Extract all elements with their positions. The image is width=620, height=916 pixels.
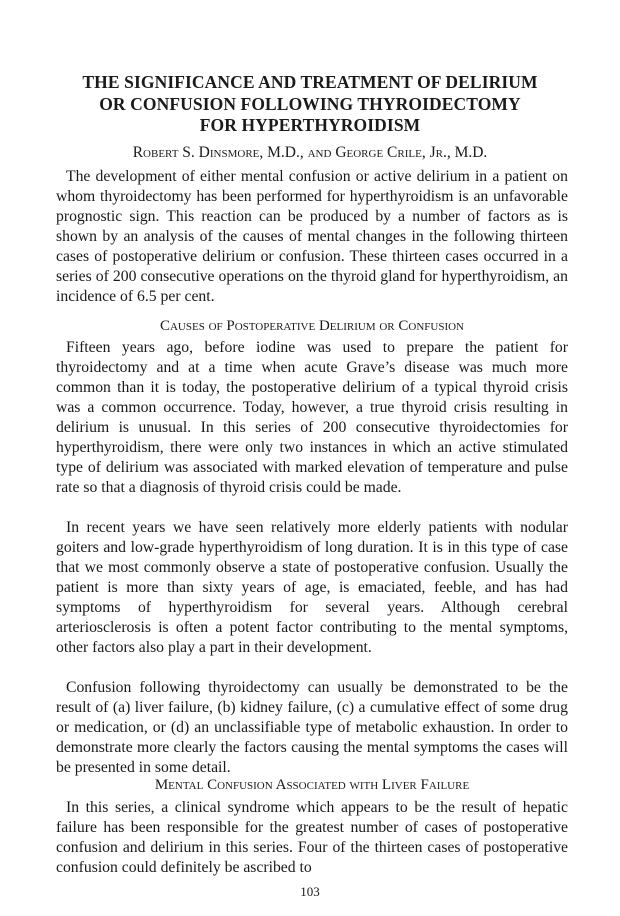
title-line-2: OR CONFUSION FOLLOWING THYROIDECTOMY <box>99 93 521 114</box>
section-heading-causes: Causes of Postoperative Delirium or Confusion <box>159 318 465 334</box>
paragraph-elderly-patients: In recent years we have seen relatively more elderly patients with nodular goiters and low-grade hyperthyroidism of long duration. It is in this type of case that we most commonly observe a state of postoperative confusion. Usually the patient is more than sixty years of age, is emaciated, feeble, and has had symptoms of hyperthyroidism for several years. Although cerebral arteriosclerosis is often a potent factor contributing to the mental symptoms, other factors also play a part in their development. <box>56 519 568 656</box>
section-heading-liver-failure: Mental Confusion Associated with Liver Failure <box>154 777 470 793</box>
author-byline: Robert S. Dinsmore, M.D., and George Crile, Jr., M.D. <box>132 144 488 161</box>
article-title <box>60 72 560 137</box>
page-number: 103 <box>300 884 320 899</box>
paragraph-thyroid-crisis: Fifteen years ago, before iodine was used to prepare the patient for thyroidectomy and at a time when acute Grave’s disease was much more common than it is today, the postoperative delirium of a typical thyroid crisis was a common occurrence. Today, however, a true thyroid crisis resulting in delirium is unusual. In this series of 200 consecutive thyroidectomies for hyperthyroidism, there were only two instances in which an active stimulated type of delirium was associated with marked elevation of temperature and pulse rate so that a diagnosis of thyroid crisis could be made. <box>56 339 568 496</box>
title-line-1: THE SIGNIFICANCE AND TREATMENT OF DELIRIUM <box>82 72 538 92</box>
paragraph-hepatic-failure: In this series, a clinical syndrome which appears to be the result of hepatic failure has been responsible for the greatest number of cases of postoperative confusion and delirium in this series. Four of the thirteen cases of postoperative confusion could definitely be ascribed to <box>56 799 568 876</box>
paragraph-causes-of-confusion: Confusion following thyroidectomy can usually be demonstrated to be the result of (a) liver failure, (b) kidney failure, (c) a cumulative effect of some drug or medication, or (d) an unclassifiable type of metabolic exhaustion. In order to demonstrate more clearly the factors causing the mental symptoms the cases will be presented in some detail. <box>56 679 568 776</box>
paragraph-introduction: The development of either mental confusion or active delirium in a patient on whom thyroidectomy has been performed for hyperthyroidism is an unfavorable prognostic sign. This reaction can be produced by a number of factors as is shown by an analysis of the causes of mental changes in the following thirteen cases of postoperative delirium or confusion. These thirteen cases occurred in a series of 200 consecutive operations on the thyroid gland for hyperthyroidism, an incidence of 6.5 per cent. <box>56 168 568 305</box>
title-line-3: FOR HYPERTHYROIDISM <box>199 115 421 135</box>
